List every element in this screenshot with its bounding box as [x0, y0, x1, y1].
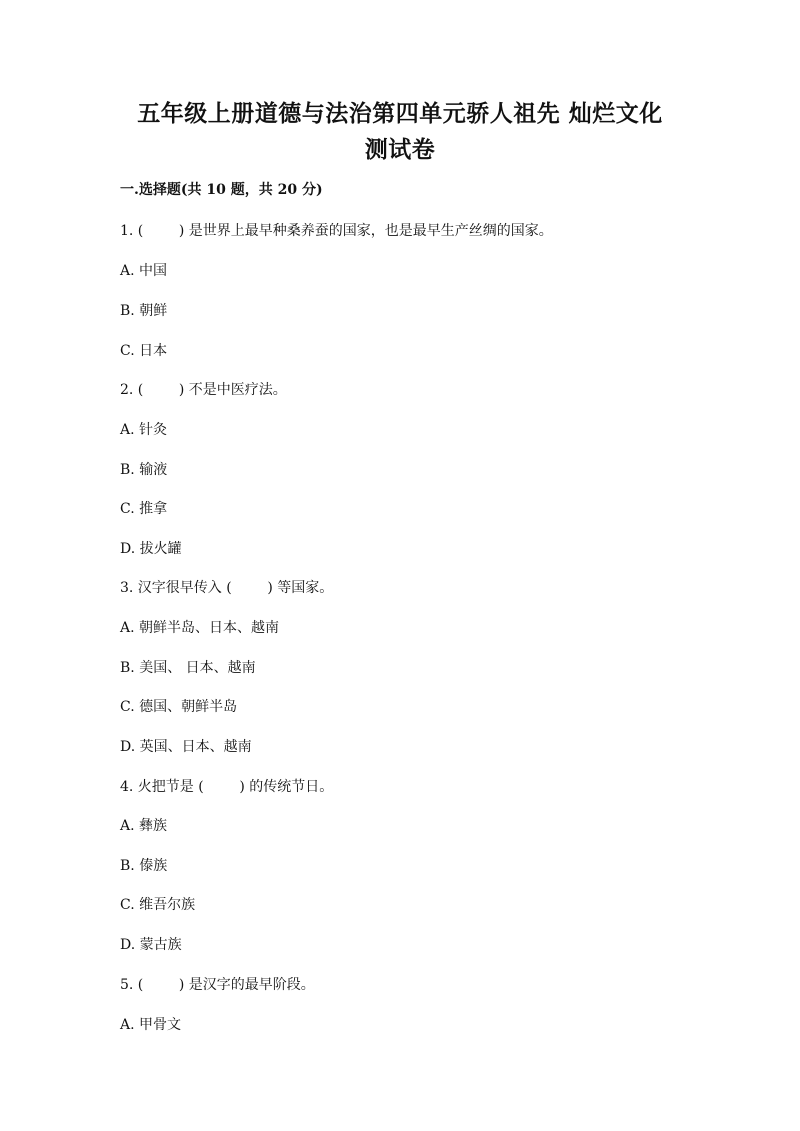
- q5-option-a: A. 甲骨文: [120, 1017, 182, 1033]
- q2-option-c: C. 推拿: [120, 501, 168, 517]
- q2-option-b: B. 输液: [120, 462, 168, 478]
- question-3: 3. 汉字很早传入 ( ) 等国家。: [120, 580, 334, 596]
- q3-option-b: B. 美国、 日本、越南: [120, 660, 256, 676]
- q1-option-a: A. 中国: [120, 263, 168, 279]
- question-5: 5. ( ) 是汉字的最早阶段。: [120, 977, 315, 993]
- q1-option-c: C. 日本: [120, 343, 168, 359]
- q4-option-c: C. 维吾尔族: [120, 897, 196, 913]
- q3-option-c: C. 德国、朝鲜半岛: [120, 699, 238, 715]
- q2-option-d: D. 拔火罐: [120, 541, 182, 557]
- q4-option-b: B. 傣族: [120, 858, 168, 874]
- section-heading: 一.选择题(共 10 题，共 20 分): [120, 182, 323, 198]
- question-2: 2. ( ) 不是中医疗法。: [120, 382, 287, 398]
- page-title-line-1: 五年级上册道德与法治第四单元骄人祖先 灿烂文化: [137, 100, 663, 127]
- q1-option-b: B. 朝鲜: [120, 303, 168, 319]
- q4-option-d: D. 蒙古族: [120, 937, 182, 953]
- question-1: 1. ( ) 是世界上最早种桑养蚕的国家，也是最早生产丝绸的国家。: [120, 223, 553, 239]
- question-4: 4. 火把节是 ( ) 的传统节日。: [120, 779, 334, 795]
- q4-option-a: A. 彝族: [120, 818, 168, 834]
- q2-option-a: A. 针灸: [120, 422, 168, 438]
- q3-option-a: A. 朝鲜半岛、日本、越南: [120, 620, 280, 636]
- q3-option-d: D. 英国、日本、越南: [120, 739, 252, 755]
- page-title-line-2: 测试卷: [364, 136, 436, 163]
